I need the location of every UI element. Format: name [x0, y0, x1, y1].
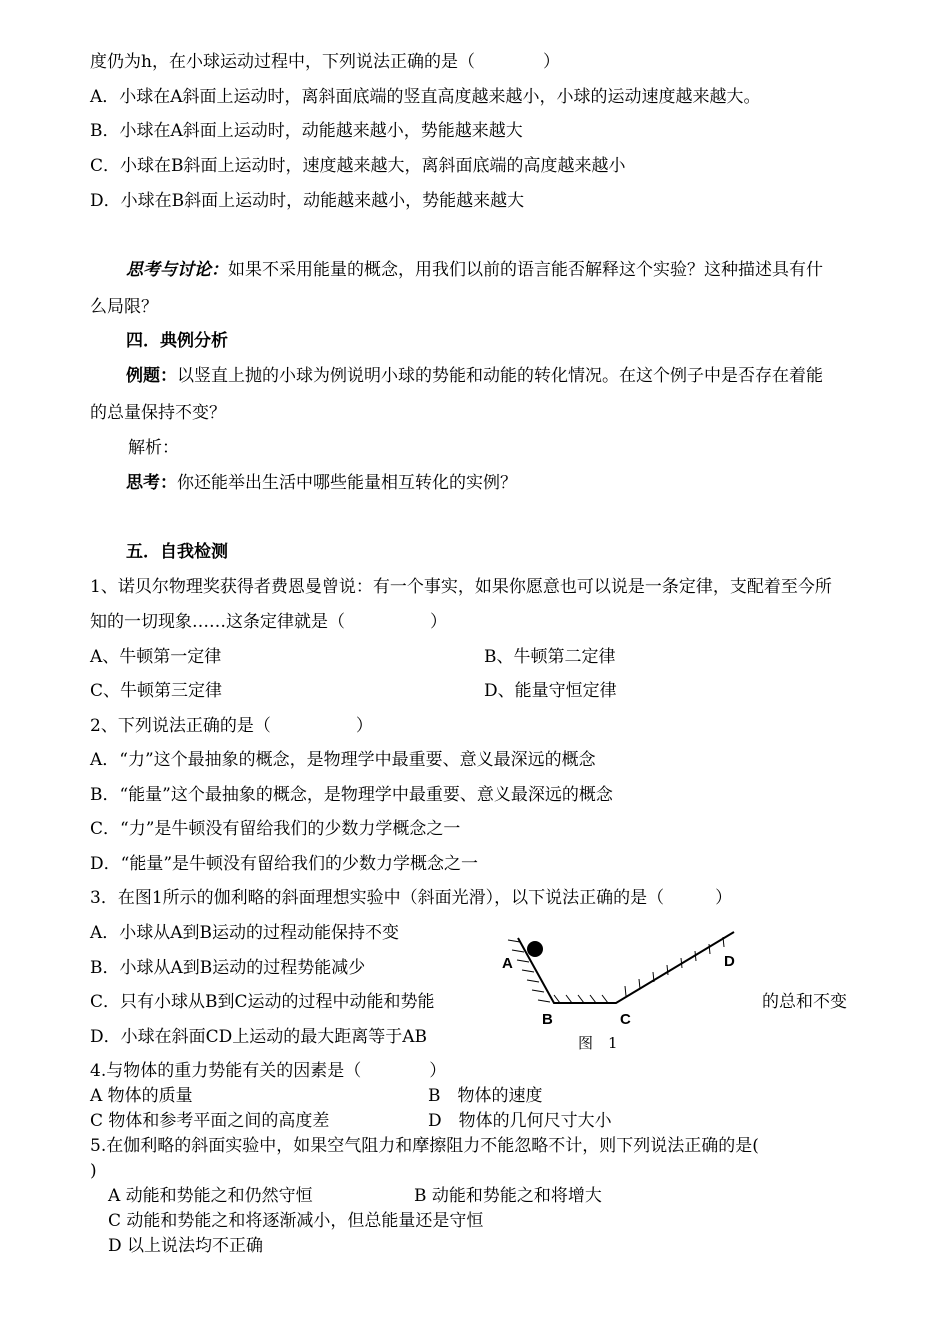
q4-option-c: C 物体和参考平面之间的高度差 [90, 1111, 330, 1131]
discussion-text-cont: 么局限？ [90, 297, 158, 317]
q1-option-d: D、能量守恒定律 [484, 681, 617, 701]
q2-option-a: A．“力”这个最抽象的概念，是物理学中最重要、意义最深远的概念 [90, 750, 596, 770]
example-text-cont: 的总量保持不变？ [90, 403, 226, 423]
q3-stem: 3．在图1所示的伽利略的斜面理想实验中（斜面光滑），以下说法正确的是（ ） [90, 888, 733, 908]
q2-option-d: D．“能量”是牛顿没有留给我们的少数力学概念之一 [90, 854, 479, 874]
think-text: 你还能举出生活中哪些能量相互转化的实例？ [177, 473, 517, 493]
q1-option-b: B、牛顿第二定律 [484, 647, 616, 667]
intro-option-d: D．小球在B斜面上运动时，动能越来越小，势能越来越大 [90, 191, 525, 211]
label-d: D [724, 953, 735, 970]
q5-stem: 5.在伽利略的斜面实验中，如果空气阻力和摩擦阻力不能忽略不计，则下列说法正确的是( [90, 1136, 759, 1156]
q4-option-d: D 物体的几何尺寸大小 [428, 1111, 612, 1131]
analysis-label: 解析： [128, 438, 179, 458]
q2-stem: 2、下列说法正确的是（ ） [90, 716, 373, 736]
q1-option-c: C、牛顿第三定律 [90, 681, 223, 701]
q4-option-a: A 物体的质量 [90, 1086, 193, 1106]
q2-option-c: C．“力”是牛顿没有留给我们的少数力学概念之一 [90, 819, 461, 839]
q1-stem: 1、诺贝尔物理奖获得者费恩曼曾说：有一个事实，如果你愿意也可以说是一条定律，支配着至今所 [90, 577, 832, 597]
intro-line: 度仍为h，在小球运动过程中，下列说法正确的是（ ） [90, 52, 560, 72]
discussion-line [126, 259, 823, 281]
ball [527, 941, 543, 957]
think-label: 思考： [126, 473, 177, 493]
q3-option-c-tail: 的总和不变 [762, 992, 847, 1012]
q3-option-b: B．小球从A到B运动的过程势能减少 [90, 958, 366, 978]
q1-option-a: A、牛顿第一定律 [90, 647, 222, 667]
q5-option-a: A 动能和势能之和仍然守恒 [108, 1186, 313, 1206]
example-text: 以竖直上抛的小球为例说明小球的势能和动能的转化情况。在这个例子中是否存在着能 [177, 366, 823, 386]
q3-option-c: C．只有小球从B到C运动的过程中动能和势能 [90, 992, 435, 1012]
q5-stem-cont: ) [90, 1161, 97, 1181]
q5-option-c: C 动能和势能之和将逐渐减小，但总能量还是守恒 [108, 1211, 484, 1231]
intro-option-a: A．小球在A斜面上运动时，离斜面底端的竖直高度越来越小，小球的运动速度越来越大。 [90, 87, 761, 107]
section5-heading: 五．自我检测 [126, 542, 228, 562]
intro-option-c: C．小球在B斜面上运动时，速度越来越大，离斜面底端的高度越来越小 [90, 156, 626, 176]
example-line [126, 365, 823, 387]
figure-caption: 图 1 [578, 1034, 618, 1052]
discussion-label: 思考与讨论： [126, 260, 228, 280]
section4-heading: 四．典例分析 [126, 331, 228, 351]
q5-option-b: B 动能和势能之和将增大 [414, 1186, 602, 1206]
q5-option-d: D 以上说法均不正确 [108, 1236, 264, 1256]
q2-option-b: B．“能量”这个最抽象的概念，是物理学中最重要、意义最深远的概念 [90, 785, 613, 805]
label-a: A [502, 955, 513, 972]
q3-option-a: A．小球从A到B运动的过程动能保持不变 [90, 923, 400, 943]
label-c: C [620, 1011, 631, 1028]
incline-diagram [490, 918, 750, 1058]
think-line [126, 472, 517, 494]
discussion-text: 如果不采用能量的概念，用我们以前的语言能否解释这个实验？这种描述具有什 [228, 260, 823, 280]
label-b: B [542, 1011, 553, 1028]
q4-stem: 4.与物体的重力势能有关的因素是（ ） [90, 1061, 447, 1081]
q1-stem-cont: 知的一切现象……这条定律就是（ ） [90, 612, 447, 632]
example-label: 例题： [126, 366, 177, 386]
q4-option-b: B 物体的速度 [428, 1086, 543, 1106]
intro-option-b: B．小球在A斜面上运动时，动能越来越小，势能越来越大 [90, 121, 523, 141]
q3-option-d: D．小球在斜面CD上运动的最大距离等于AB [90, 1027, 428, 1047]
